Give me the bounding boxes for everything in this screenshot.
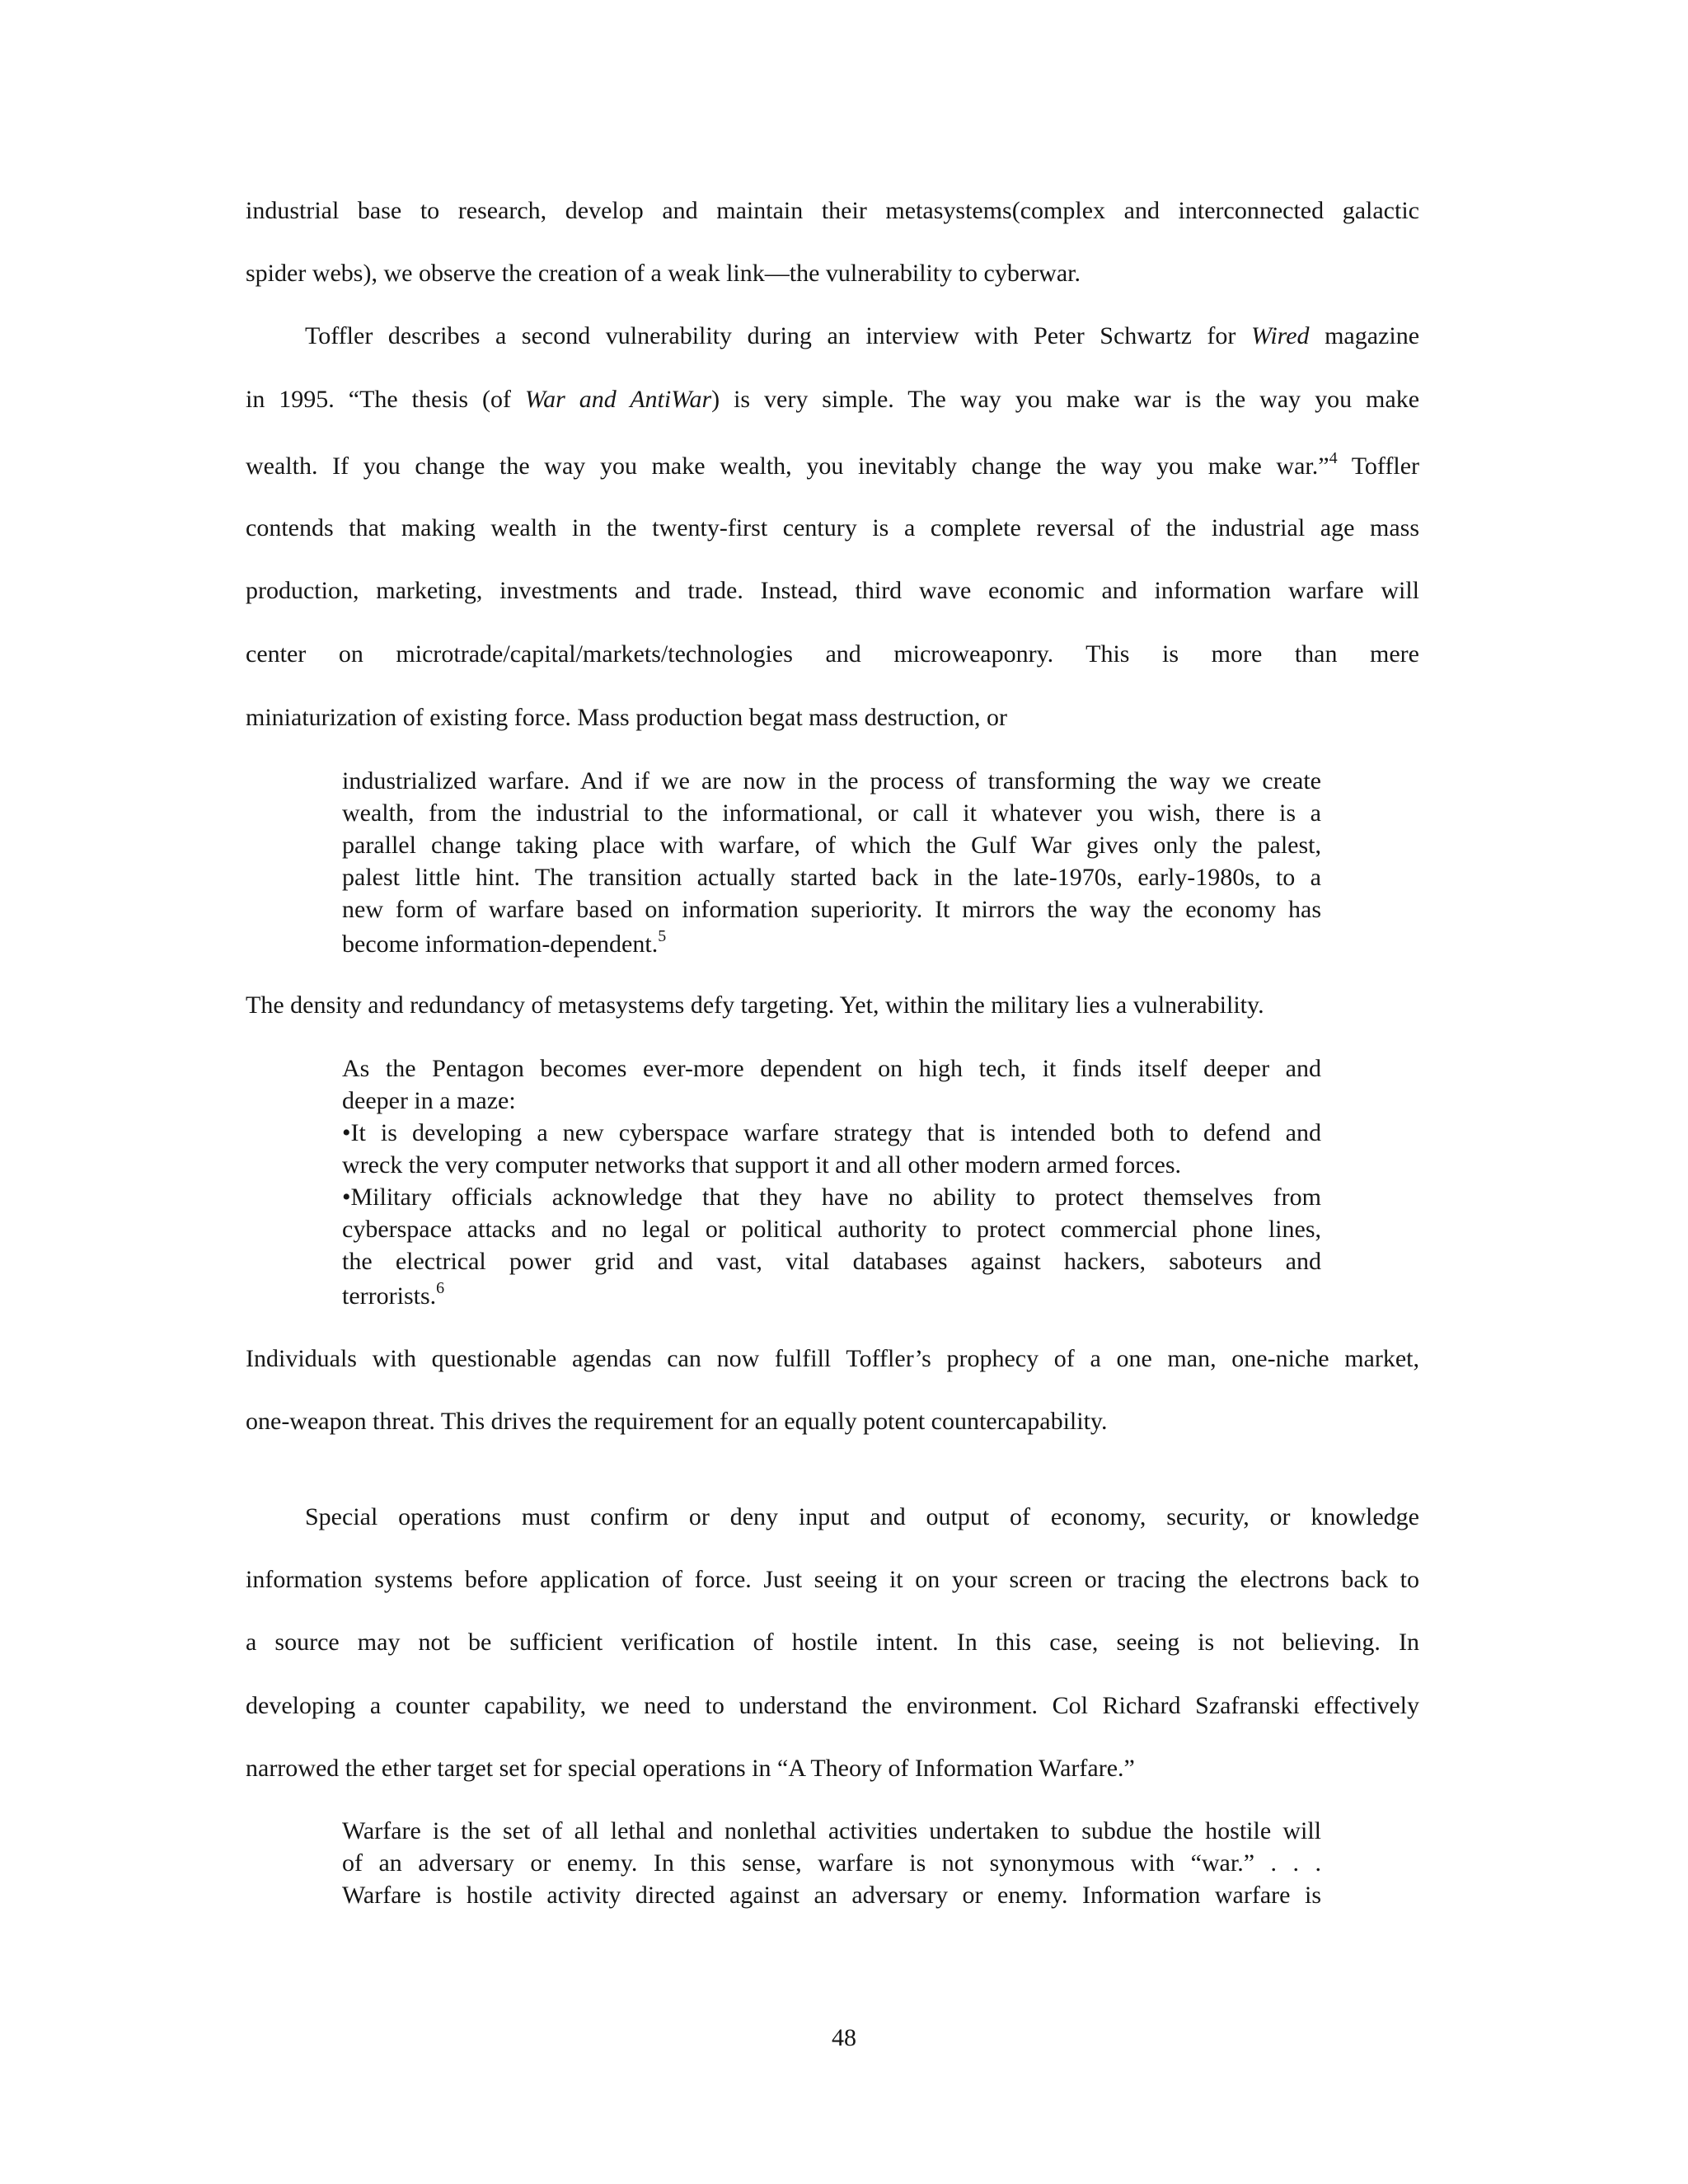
quote-line: industrialized warfare. And if we are now in the process of transforming the way we create: [342, 767, 1321, 794]
quote-line: cyberspace attacks and no legal or political authority to protect commercial phone lines,: [342, 1216, 1321, 1243]
page-number: 48: [832, 2024, 856, 2051]
body-line: miniaturization of existing force. Mass production begat mass destruction, or: [246, 704, 1007, 731]
quote-line: the electrical power grid and vast, vital databases against hackers, saboteurs and: [342, 1248, 1321, 1275]
body-line: Individuals with questionable agendas can now fulfill Toffler’s prophecy of a one man, one-niche market,: [246, 1345, 1419, 1372]
body-line: contends that making wealth in the twenty-first century is a complete reversal of the industrial age mass: [246, 514, 1419, 541]
body-line: a source may not be sufficient verification of hostile intent. In this case, seeing is not believing. In: [246, 1629, 1419, 1656]
body-line: [246, 449, 1419, 481]
body-line: one-weapon threat. This drives the requirement for an equally potent countercapability.: [246, 1408, 1108, 1435]
body-line: center on microtrade/capital/markets/technologies and microweaponry. This is more than mere: [246, 640, 1419, 668]
body-line: information systems before application of force. Just seeing it on your screen or tracing the electrons back to: [246, 1566, 1419, 1593]
body-line: production, marketing, investments and trade. Instead, third wave economic and information warfare will: [246, 577, 1419, 604]
quote-line: become information-dependent.$^5$: [342, 927, 667, 958]
quote-line: terrorists.$^6$: [342, 1279, 445, 1310]
quote-line: parallel change taking place with warfare, of which the Gulf War gives only the palest,: [342, 832, 1321, 859]
quote-line: deeper in a maze:: [342, 1087, 516, 1114]
body-text: magazine: [1325, 322, 1420, 349]
footnote-ref: 4: [1329, 449, 1338, 467]
quote-line: wreck the very computer networks that support it and all other modern armed forces.: [342, 1151, 1181, 1179]
body-text: in 1995. “The thesis (of: [246, 386, 511, 413]
italic-title: Wired: [1250, 322, 1310, 349]
quote-line: •It is developing a new cyberspace warfare strategy that is intended both to defend and: [342, 1119, 1321, 1146]
footnote-ref: 6: [436, 1279, 445, 1297]
italic-title: War and AntiWar: [524, 386, 712, 413]
body-text: Toffler describes a second vulnerability during an interview with Peter Schwartz for: [305, 322, 1236, 349]
quote-line: As the Pentagon becomes ever-more dependent on high tech, it finds itself deeper and: [342, 1055, 1321, 1082]
body-text: Toffler: [1351, 452, 1419, 480]
body-line: developing a counter capability, we need to understand the environment. Col Richard Szafranski effectively: [246, 1692, 1419, 1719]
footnote-ref: 5: [658, 927, 667, 945]
body-line: narrowed the ether target set for special operations in “A Theory of Information Warfare.”: [246, 1755, 1135, 1782]
quote-line: Warfare is hostile activity directed against an adversary or enemy. Information warfare is: [342, 1882, 1321, 1909]
body-text: wealth. If you change the way you make wealth, you inevitably change the way you make war.”$^4$: [246, 449, 1338, 480]
quote-line: palest little hint. The transition actually started back in the late-1970s, early-1980s, to a: [342, 864, 1321, 891]
body-line: [246, 385, 1419, 415]
body-line: The density and redundancy of metasystems defy targeting. Yet, within the military lies a vulnerability.: [246, 991, 1264, 1019]
body-line: [305, 321, 1419, 351]
quote-line: of an adversary or enemy. In this sense, warfare is not synonymous with “war.” . . .: [342, 1849, 1321, 1877]
body-text: ) is very simple. The way you make war is the way you make: [711, 386, 1420, 413]
quote-line: •Military officials acknowledge that they have no ability to protect themselves from: [342, 1183, 1321, 1211]
quote-line: Warfare is the set of all lethal and nonlethal activities undertaken to subdue the hostile will: [342, 1817, 1321, 1844]
body-line: industrial base to research, develop and maintain their metasystems(complex and interconnected galactic: [246, 197, 1419, 224]
body-line: Special operations must confirm or deny input and output of economy, security, or knowledge: [305, 1503, 1419, 1530]
body-line: spider webs), we observe the creation of a weak link—the vulnerability to cyberwar.: [246, 260, 1081, 287]
quote-line: new form of warfare based on information superiority. It mirrors the way the economy has: [342, 896, 1321, 923]
quote-line: wealth, from the industrial to the informational, or call it whatever you wish, there is a: [342, 799, 1321, 827]
